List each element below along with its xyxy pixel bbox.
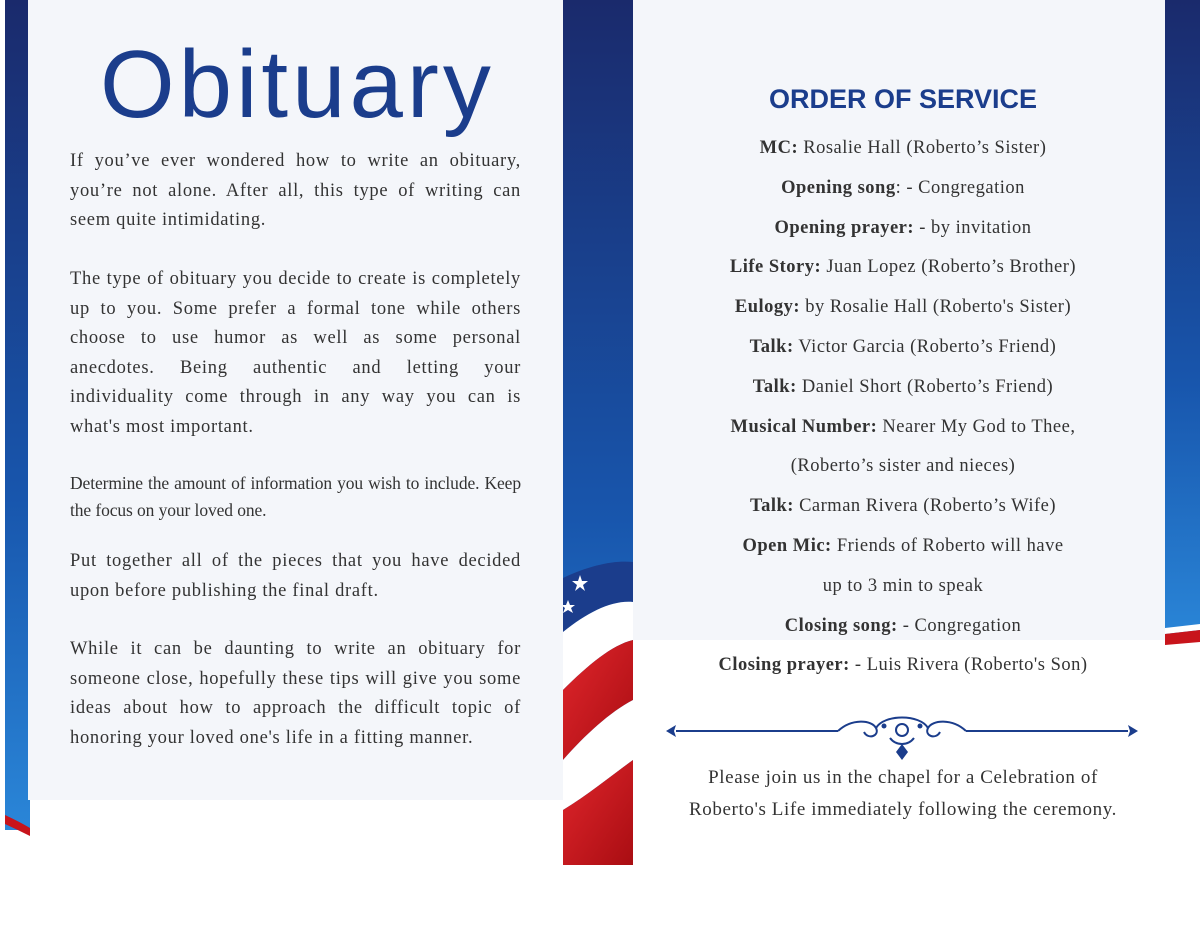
obituary-paragraph-text: If you’ve ever wondered how to write an obituary, you’re not alone. After all, this type of writing can seem quite intimidating. xyxy=(70,151,521,230)
service-item-label: Eulogy: xyxy=(734,297,801,318)
obituary-paragraph-text: Put together all of the pieces that you have decided upon before publishing the final draft. xyxy=(70,551,521,601)
service-item xyxy=(633,451,1173,491)
closing-message xyxy=(633,762,1173,826)
service-item-value: up to 3 min to speak xyxy=(822,575,984,596)
service-item xyxy=(633,173,1173,213)
obituary-paragraph xyxy=(70,547,521,606)
order-of-service-heading: ORDER OF SERVICE xyxy=(768,84,1038,114)
service-item-label: Talk: xyxy=(749,336,794,357)
service-item-value: Carman Rivera (Roberto’s Wife) xyxy=(793,496,1057,517)
obituary-title: Obituary xyxy=(100,31,495,138)
service-item-value: by Rosalie Hall (Roberto's Sister) xyxy=(800,297,1072,318)
service-item xyxy=(633,292,1173,332)
obituary-paragraph-text: The type of obituary you decide to create is completely up to you. Some prefer a formal tone while others choose to use humor as well as some personal anecdotes. Being authentic and letting your individuality come through in any way you can is what's most important. xyxy=(70,269,521,437)
service-item xyxy=(633,650,1173,690)
service-item-label: Life Story: xyxy=(729,257,822,278)
service-item xyxy=(633,531,1173,571)
service-item xyxy=(633,571,1173,611)
service-item xyxy=(633,133,1173,173)
service-item-label: Closing song: xyxy=(784,615,898,636)
service-item-label: Opening prayer: xyxy=(774,217,915,238)
service-item-label: Closing prayer: xyxy=(718,655,850,676)
service-item xyxy=(633,611,1173,651)
service-item-label: MC: xyxy=(759,138,799,158)
obituary-paragraph-text: While it can be daunting to write an obituary for someone close, hopefully these tips will give you some ideas about how to approach the difficult topic of honoring your loved one's life in a fitting manner. xyxy=(70,639,521,748)
obituary-paragraph xyxy=(70,470,521,524)
service-item xyxy=(633,412,1173,452)
service-item xyxy=(633,213,1173,253)
service-item-label: Talk: xyxy=(752,376,797,397)
service-item xyxy=(633,252,1173,292)
service-item xyxy=(633,491,1173,531)
service-item-label: Musical Number: xyxy=(730,416,878,437)
service-item-value: Juan Lopez (Roberto’s Brother) xyxy=(821,257,1077,278)
obituary-paragraph xyxy=(70,147,521,236)
service-item-value: - by invitation xyxy=(914,217,1032,238)
obituary-paragraph xyxy=(70,635,521,753)
service-item-label: Talk: xyxy=(749,496,794,517)
service-item xyxy=(633,332,1173,372)
obituary-paragraph-text: Determine the amount of information you wish to include. Keep the focus on your loved one. xyxy=(70,473,521,520)
service-item-value: Nearer My God to Thee, xyxy=(877,416,1076,437)
service-item-value: Friends of Roberto will have xyxy=(831,535,1064,556)
service-item-value: (Roberto’s sister and nieces) xyxy=(790,456,1016,477)
service-item-value: Rosalie Hall (Roberto’s Sister) xyxy=(798,138,1047,158)
service-item-value: : - Congregation xyxy=(895,177,1025,198)
closing-message-line: Roberto's Life immediately following the ceremony. xyxy=(689,799,1117,820)
obituary-paragraph xyxy=(70,265,521,442)
closing-message-line: Please join us in the chapel for a Celebration of xyxy=(708,767,1098,788)
service-item-label: Open Mic: xyxy=(742,535,832,556)
service-item-value: - Congregation xyxy=(897,615,1022,636)
ornamental-divider-icon xyxy=(662,708,1142,768)
service-list xyxy=(633,133,1173,690)
service-item-value: Daniel Short (Roberto’s Friend) xyxy=(796,376,1054,397)
service-item-value: Victor Garcia (Roberto’s Friend) xyxy=(793,336,1057,357)
service-item-value: - Luis Rivera (Roberto's Son) xyxy=(849,655,1088,676)
service-item-label: Opening song xyxy=(781,177,896,198)
service-item xyxy=(633,372,1173,412)
